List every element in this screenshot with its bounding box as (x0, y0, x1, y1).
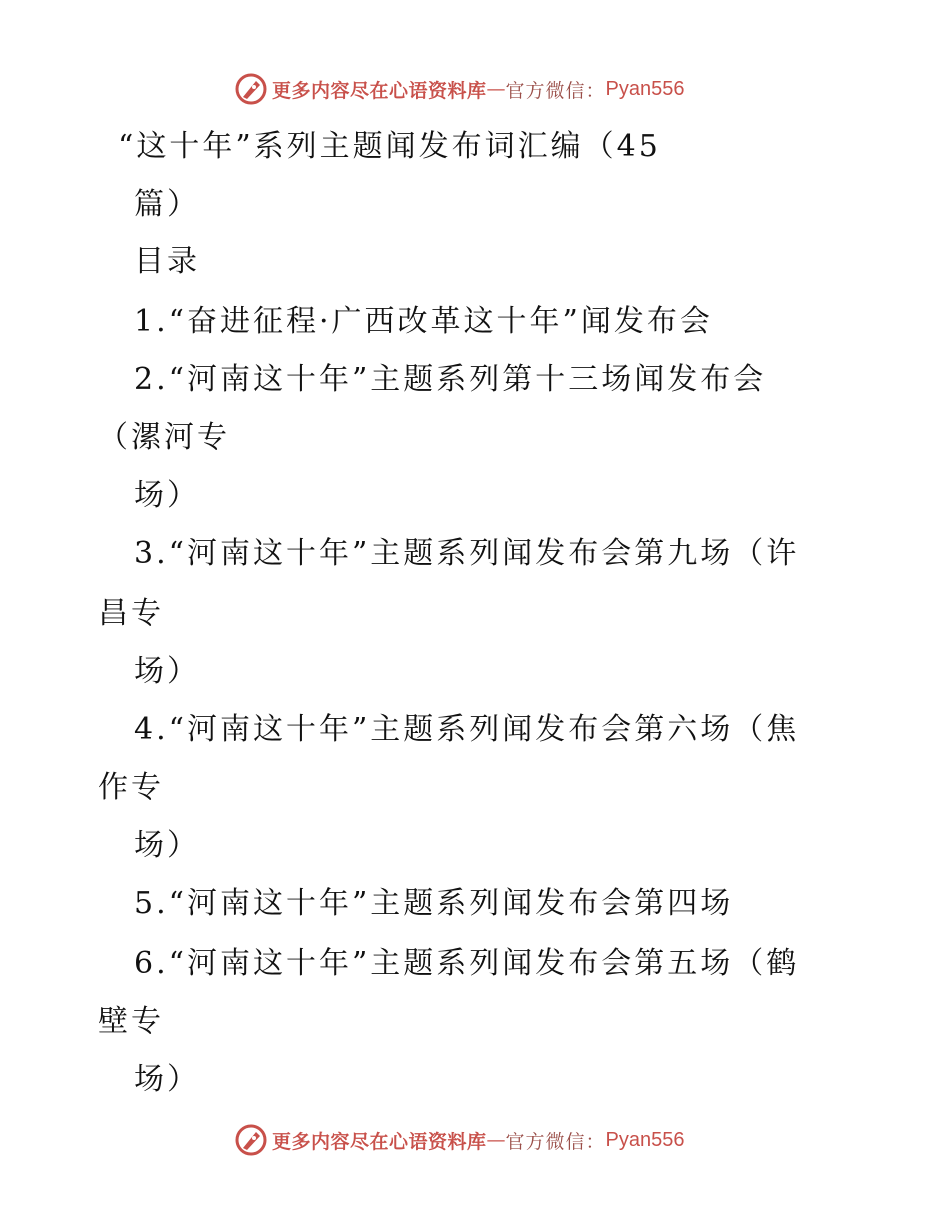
toc-item-3-wrap: 昌专 (98, 596, 164, 631)
banner-site-text: 更多内容尽在心语资料库 (272, 79, 487, 102)
banner-label: 官方微信： (505, 79, 606, 102)
banner-dash: — (486, 78, 506, 100)
banner-dash: — (486, 1129, 506, 1151)
pen-nib-logo-icon (234, 72, 268, 106)
banner-site-text: 更多内容尽在心语资料库 (272, 1130, 487, 1153)
toc-item-6-wrap-end: 场） (134, 1062, 200, 1097)
pen-nib-logo-icon (234, 1123, 268, 1157)
footer-banner (234, 1123, 685, 1157)
banner-account: Pyan556 (605, 77, 685, 100)
toc-item-4-wrap-end: 场） (134, 828, 200, 863)
toc-item-6: 6.“河南这十年”主题系列闻发布会第五场（鹤 (134, 946, 800, 981)
toc-item-4-wrap: 作专 (98, 770, 164, 805)
toc-item-2-wrap-end: 场） (134, 478, 200, 513)
toc-item-2-wrap: （漯河专 (98, 420, 230, 455)
document-title: “这十年”系列主题闻发布词汇编（45 (118, 129, 661, 164)
toc-item-3-wrap-end: 场） (134, 654, 200, 689)
toc-item-1: 1.“奋进征程·广西改革这十年”闻发布会 (134, 304, 713, 339)
toc-item-3: 3.“河南这十年”主题系列闻发布会第九场（许 (134, 536, 800, 571)
toc-item-5: 5.“河南这十年”主题系列闻发布会第四场 (134, 886, 734, 921)
banner-label: 官方微信： (505, 1130, 606, 1153)
toc-item-2: 2.“河南这十年”主题系列第十三场闻发布会 (134, 362, 767, 397)
toc-item-4: 4.“河南这十年”主题系列闻发布会第六场（焦 (134, 712, 800, 747)
toc-heading: 目录 (134, 244, 200, 279)
banner-account: Pyan556 (605, 1128, 685, 1151)
header-banner (234, 72, 685, 106)
toc-item-6-wrap: 壁专 (98, 1004, 164, 1039)
document-title-continued: 篇） (134, 187, 200, 222)
